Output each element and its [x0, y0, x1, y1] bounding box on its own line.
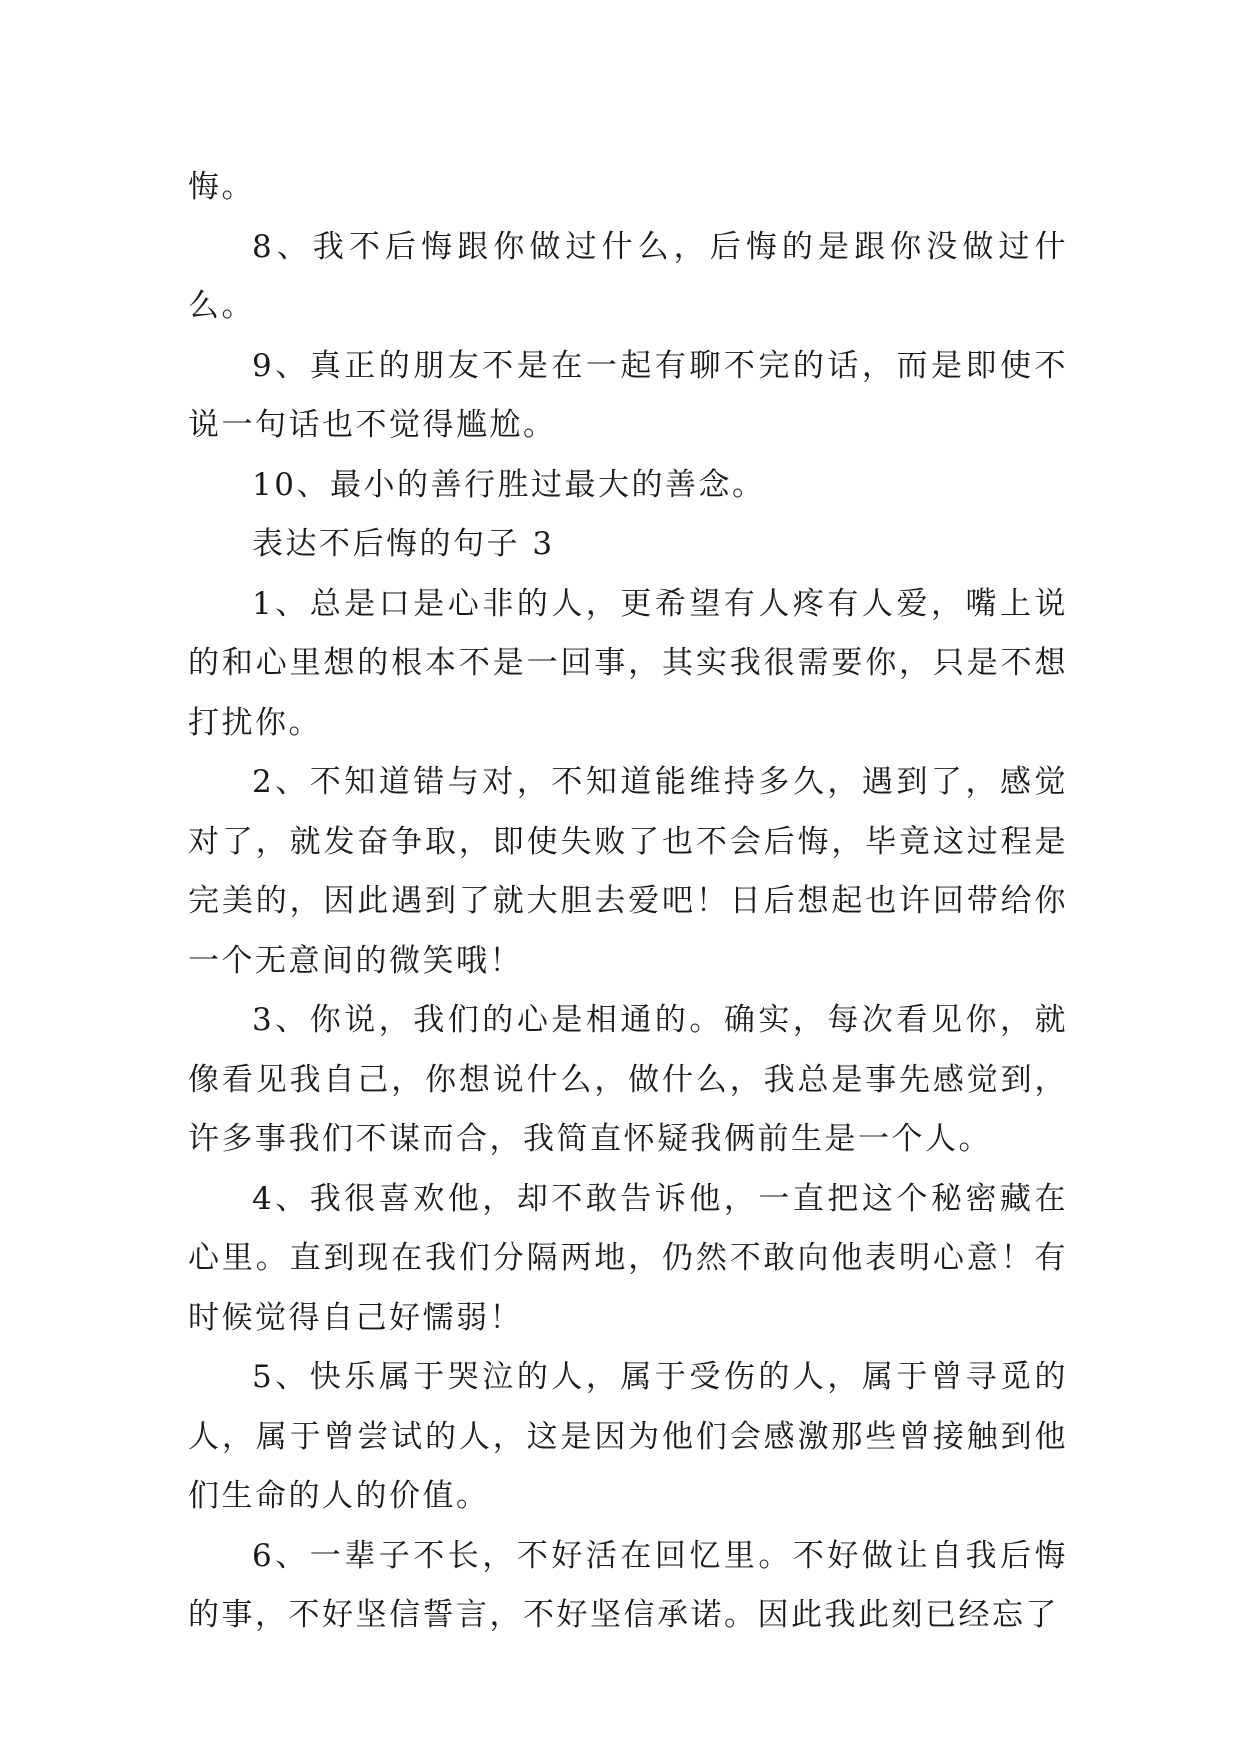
paragraph-continued: 悔。 [188, 169, 255, 205]
paragraph-item-10: 10、最小的善行胜过最大的善念。 [252, 466, 766, 503]
paragraph-item-8: 8、我不后悔跟你做过什么，后悔的是跟你没做过什么。 [188, 228, 1068, 324]
paragraph-item-4: 4、我很喜欢他，却不敢告诉他，一直把这个秘密藏在心里。直到现在我们分隔两地，仍然不敢向他表明心意！有时候觉得自己好懦弱！ [188, 1180, 1068, 1336]
paragraph-item-6: 6、一辈子不长，不好活在回忆里。不好做让自我后悔的事，不好坚信誓言，不好坚信承诺。因此我此刻已经忘了 [188, 1537, 1068, 1633]
document-body [188, 158, 1068, 1646]
paragraph-item-3: 3、你说，我们的心是相通的。确实，每次看见你，就像看见我自己，你想说什么，做什么，我总是事先感觉到，许多事我们不谋而合，我简直怀疑我俩前生是一个人。 [188, 1002, 1068, 1157]
paragraph-item-1: 1、总是口是心非的人，更希望有人疼有人爱，嘴上说的和心里想的根本不是一回事，其实我很需要你，只是不想打扰你。 [188, 585, 1068, 741]
paragraph-item-2: 2、不知道错与对，不知道能维持多久，遇到了，感觉对了，就发奋争取，即使失败了也不会后悔，毕竟这过程是完美的，因此遇到了就大胆去爱吧！日后想起也许回带给你一个无意间的微笑哦！ [188, 764, 1068, 979]
paragraph-item-5: 5、快乐属于哭泣的人，属于受伤的人，属于曾寻觅的人，属于曾尝试的人，这是因为他们会感激那些曾接触到他们生命的人的价值。 [188, 1359, 1068, 1514]
section-heading: 表达不后悔的句子 3 [252, 526, 555, 562]
paragraph-item-9: 9、真正的朋友不是在一起有聊不完的话，而是即使不说一句话也不觉得尴尬。 [188, 347, 1068, 443]
